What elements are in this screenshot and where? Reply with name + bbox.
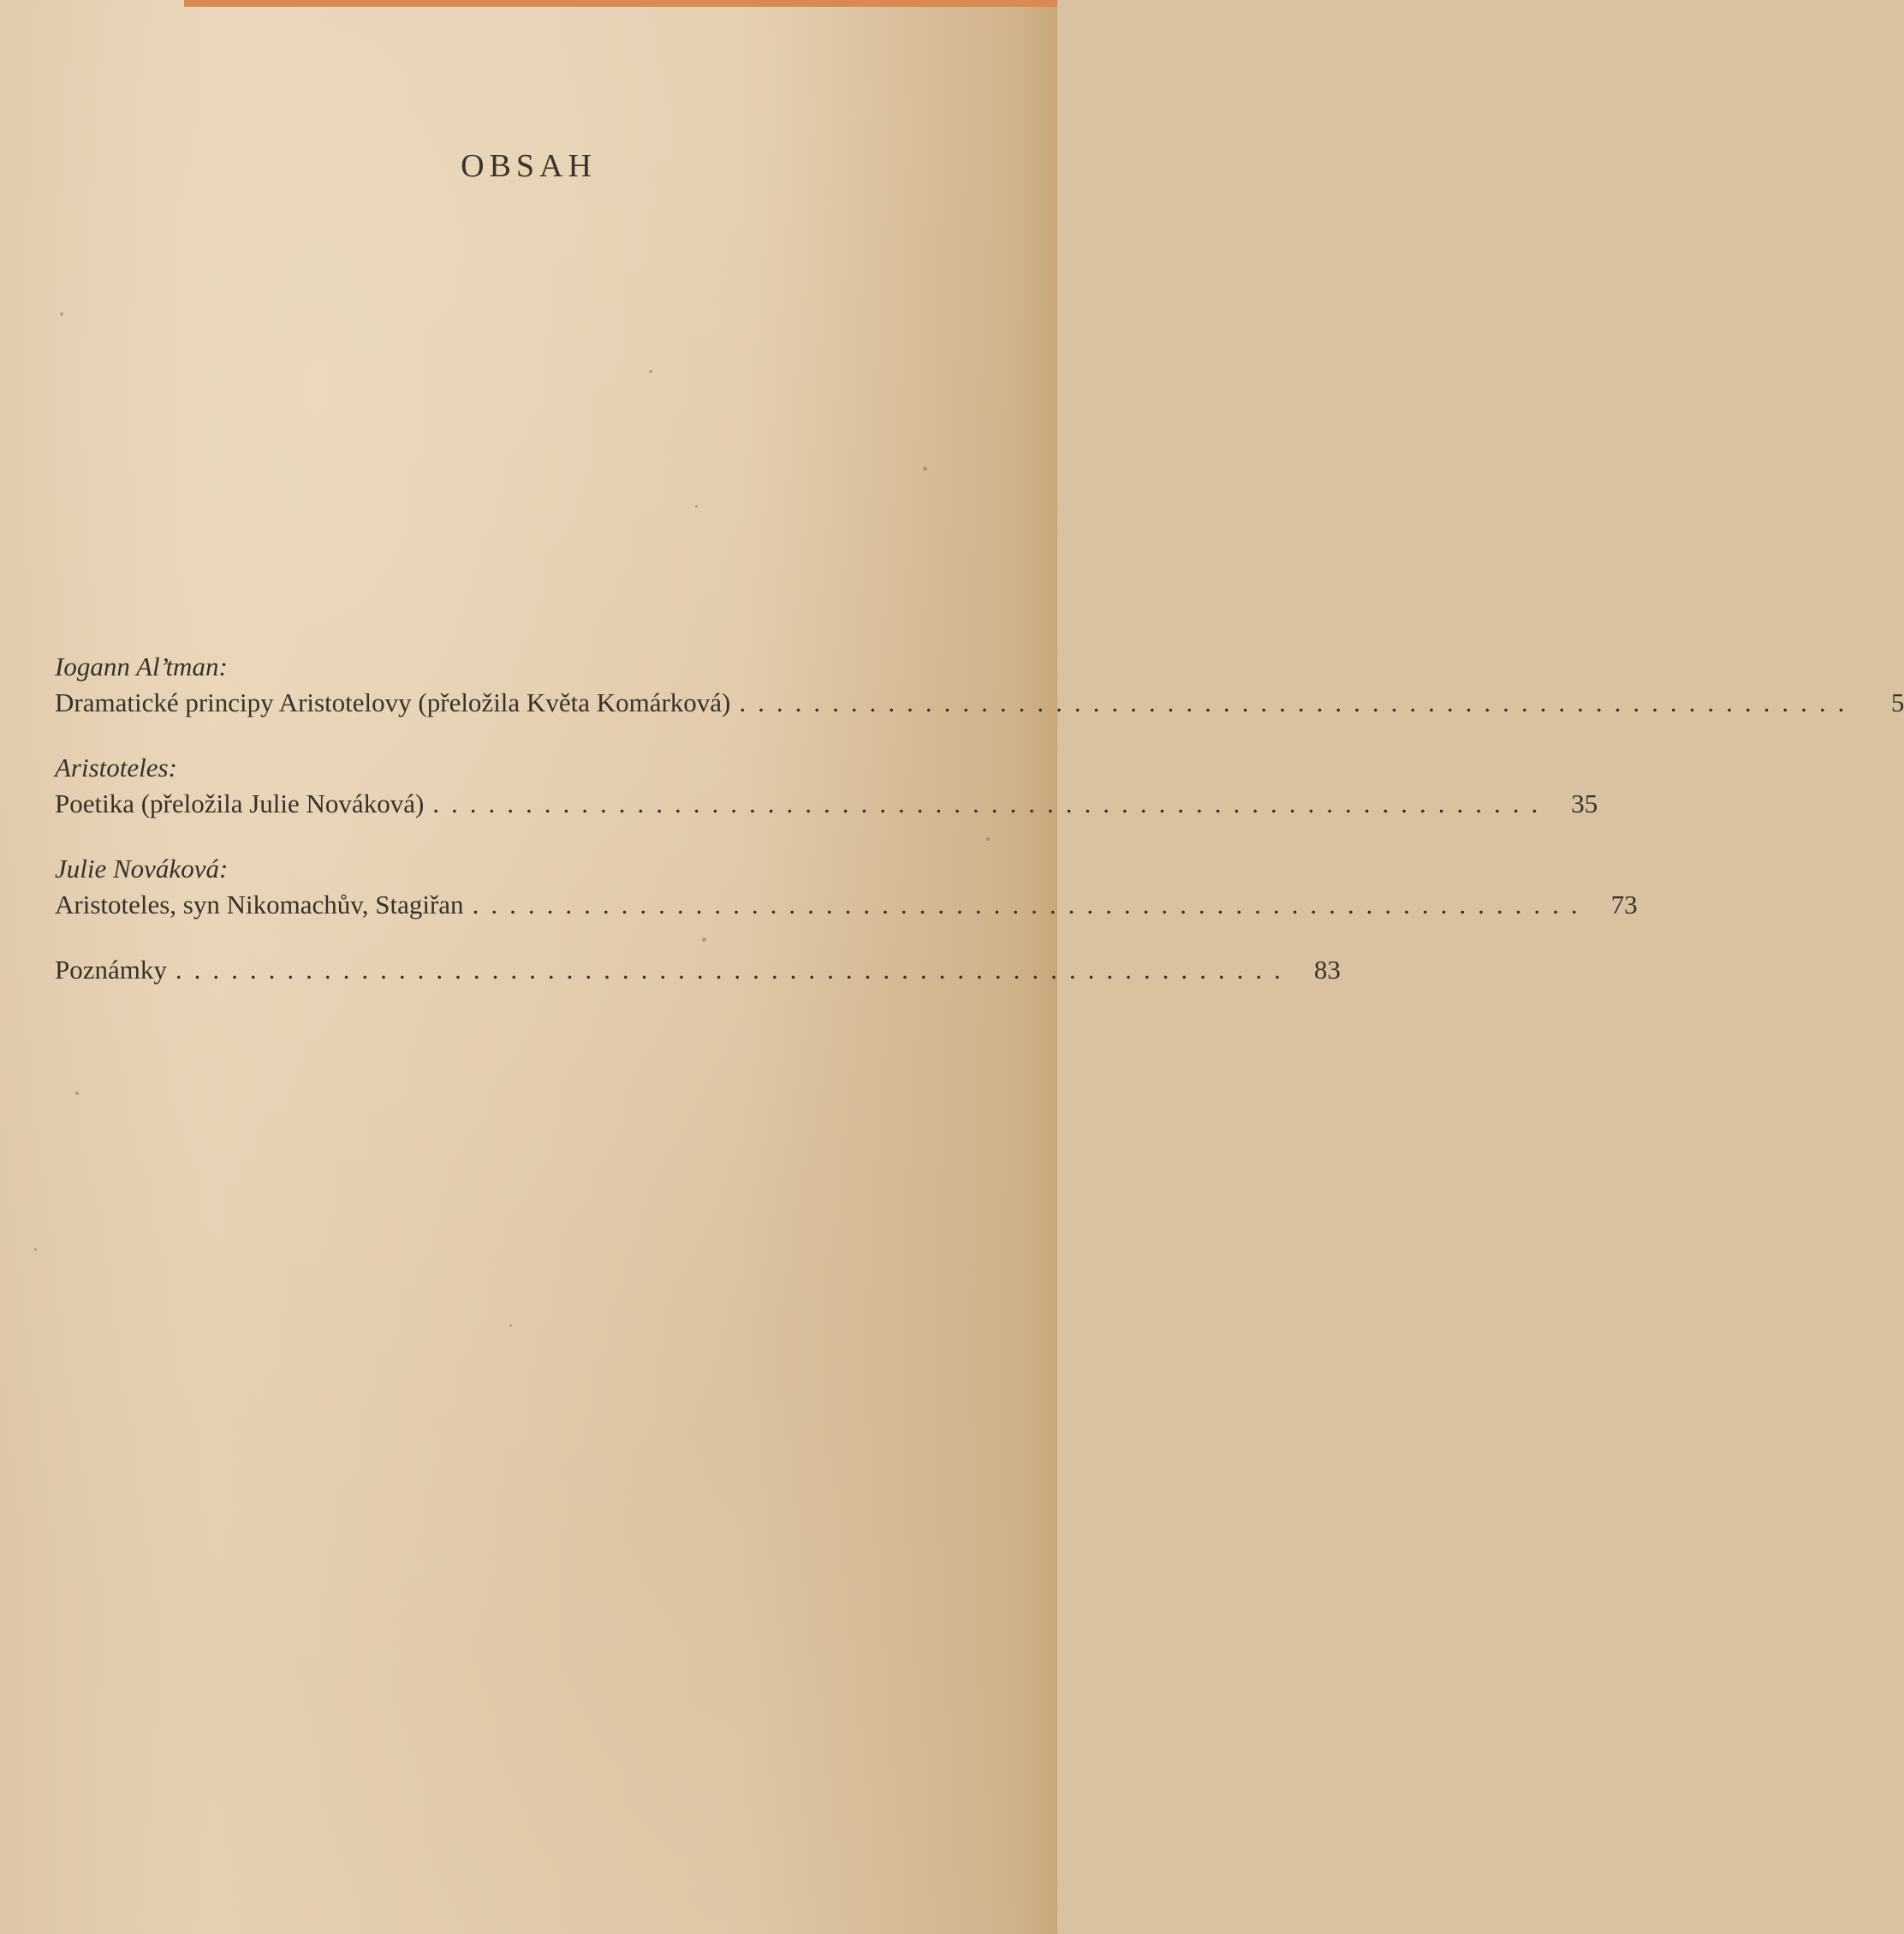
dot-leader: ............................................................ bbox=[432, 788, 1550, 818]
paper-speck bbox=[60, 312, 63, 316]
page-edge-strip bbox=[184, 0, 1057, 7]
toc-title: Poetika (přeložila Julie Nováková) bbox=[55, 788, 425, 818]
dot-leader: ............................................................ bbox=[739, 687, 1857, 717]
toc-line bbox=[55, 952, 1341, 988]
paper-speck bbox=[986, 837, 990, 841]
toc-page-number: 73 bbox=[1610, 890, 1638, 919]
toc-entry bbox=[55, 649, 1904, 721]
toc-author: Aristoteles: bbox=[55, 753, 177, 783]
toc-entry bbox=[55, 952, 1341, 988]
toc-entry bbox=[55, 851, 1638, 923]
paper-speck bbox=[649, 370, 652, 373]
dot-leader: ............................................................ bbox=[175, 955, 1293, 985]
toc-line bbox=[55, 887, 1638, 923]
toc-title: Dramatické principy Aristotelovy (přeložila Květa Komárková) bbox=[55, 687, 731, 717]
toc-title: Poznámky bbox=[55, 955, 167, 985]
toc-author: Julie Nováková: bbox=[55, 854, 229, 884]
table-of-contents bbox=[55, 649, 1904, 1017]
toc-page-number: 83 bbox=[1313, 955, 1341, 985]
toc-line bbox=[55, 685, 1904, 721]
paper-speck bbox=[34, 1248, 37, 1251]
paper-speck bbox=[695, 505, 698, 508]
toc-entry bbox=[55, 750, 1598, 822]
toc-page-number: 5 bbox=[1890, 687, 1904, 717]
paper-speck bbox=[75, 1092, 79, 1095]
paper-speck bbox=[509, 1324, 512, 1327]
toc-page-number: 35 bbox=[1571, 788, 1598, 818]
toc-line bbox=[55, 786, 1598, 822]
paper-speck bbox=[923, 467, 927, 471]
dot-leader: ............................................................ bbox=[472, 890, 1590, 919]
toc-author: Iogann Al’tman: bbox=[55, 652, 228, 681]
page-title: OBSAH bbox=[461, 148, 597, 184]
toc-title: Aristoteles, syn Nikomachův, Stagiřan bbox=[55, 890, 464, 919]
